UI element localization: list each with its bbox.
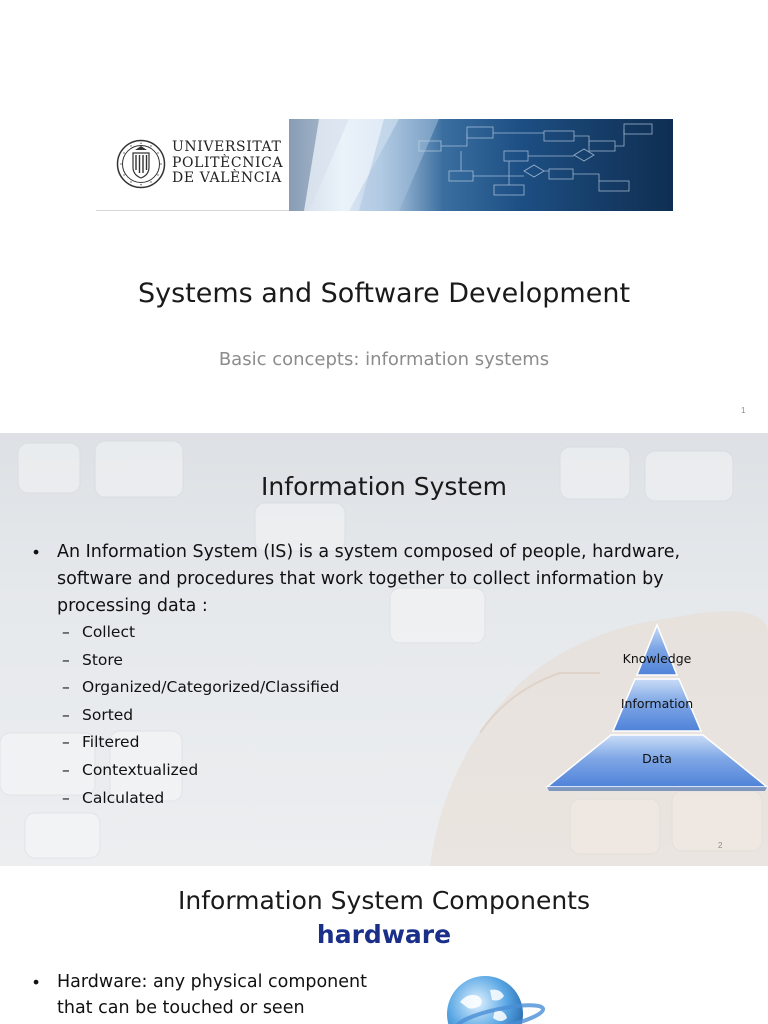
slide-1 bbox=[0, 0, 768, 433]
list-item: – Collect bbox=[62, 623, 136, 641]
slide-3-subtitle: hardware bbox=[316, 920, 452, 949]
slide-2-page-number: 2 bbox=[718, 841, 723, 850]
list-item-label: Collect bbox=[82, 623, 136, 641]
pyramid-label-knowledge: Knowledge bbox=[622, 651, 692, 666]
university-line-2: POLITÈCNICA bbox=[172, 154, 284, 171]
list-item-label: Store bbox=[82, 650, 123, 669]
university-line-3: DE VALÈNCIA bbox=[172, 170, 282, 186]
slide-1-title: Systems and Software Development bbox=[137, 278, 631, 309]
slide-3-title: Information System Components bbox=[178, 886, 590, 915]
list-item-label: Calculated bbox=[82, 788, 165, 807]
slide-2 bbox=[0, 433, 768, 866]
banner-divider bbox=[96, 210, 289, 211]
slide-3 bbox=[0, 866, 768, 1024]
list-item: – Store bbox=[62, 650, 123, 669]
university-line-1: UNIVERSITAT bbox=[172, 139, 282, 155]
list-item: – Filtered bbox=[62, 733, 140, 752]
list-item: – Contextualized bbox=[62, 760, 199, 779]
list-item: – Sorted bbox=[62, 705, 134, 724]
globe-icon bbox=[440, 972, 550, 1024]
banner-photo bbox=[289, 119, 673, 211]
bullet-marker: • bbox=[33, 972, 40, 992]
university-banner bbox=[96, 119, 673, 211]
list-item-label: Filtered bbox=[82, 733, 140, 752]
dikw-pyramid bbox=[546, 623, 768, 793]
bullet-marker: • bbox=[33, 542, 40, 562]
pyramid-label-data: Data bbox=[642, 751, 672, 766]
list-item-label: Organized/Categorized/Classified bbox=[82, 678, 340, 697]
flowchart-photo-icon bbox=[289, 119, 673, 211]
list-item: – Organized/Categorized/Classified bbox=[62, 678, 340, 697]
processing-list bbox=[62, 619, 339, 812]
pyramid-level-knowledge bbox=[637, 625, 677, 675]
slide-1-subtitle: Basic concepts: information systems bbox=[218, 349, 550, 370]
list-item: – Calculated bbox=[62, 788, 165, 807]
list-item-label: Sorted bbox=[82, 705, 134, 724]
pyramid-label-information: Information bbox=[620, 696, 694, 711]
list-item-label: Contextualized bbox=[82, 760, 199, 779]
slide-2-title: Information System bbox=[261, 472, 507, 501]
slide-2-bullet: An Information System (IS) is a system composed of people, hardware, software and procedures that work together to collect information by processing data : bbox=[57, 542, 681, 616]
university-logo bbox=[96, 119, 289, 211]
slide-3-bullet: Hardware: any physical component that can be touched or seen bbox=[57, 972, 367, 1018]
university-seal-icon bbox=[116, 139, 166, 189]
slide-1-page-number: 1 bbox=[741, 406, 746, 415]
university-name bbox=[172, 140, 283, 187]
